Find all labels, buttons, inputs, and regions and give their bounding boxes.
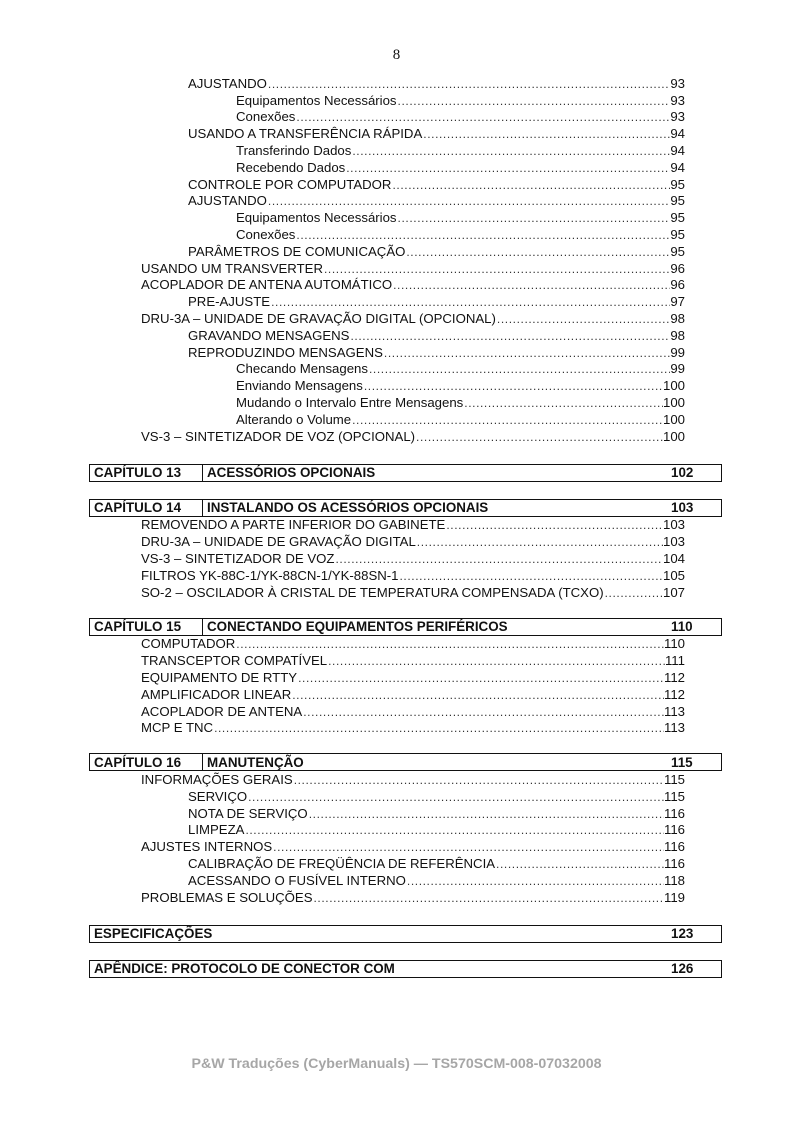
dot-leader [327, 653, 665, 669]
toc-entry-page: 100 [662, 411, 685, 427]
toc-entry-page: 95 [670, 176, 685, 192]
toc-entry[interactable] [0, 293, 685, 310]
chapter-title: MANUTENÇÃO [207, 754, 304, 770]
toc-entry-page: 93 [670, 75, 685, 91]
toc-entry[interactable] [0, 533, 685, 550]
dot-leader [495, 856, 664, 872]
toc-entry-page: 112 [663, 669, 685, 685]
toc-entry[interactable] [0, 703, 685, 720]
chapter-page: 110 [671, 619, 693, 635]
toc-entry-title: Equipamentos Necessários [236, 210, 397, 226]
section-title: APÊNDICE: PROTOCOLO DE CONECTOR COM [94, 961, 395, 977]
toc-entry[interactable] [0, 428, 685, 445]
toc-entry-page: 115 [663, 772, 685, 788]
toc-entry[interactable] [0, 838, 685, 855]
toc-entry-title: ACESSANDO O FUSÍVEL INTERNO [188, 872, 406, 888]
toc-entry-title: Transferindo Dados [236, 142, 352, 158]
toc-entry-title: LIMPEZA [188, 822, 245, 838]
toc-entry-title: REMOVENDO A PARTE INFERIOR DO GABINETE [141, 517, 446, 533]
dot-leader [351, 412, 663, 428]
chapter-page: 102 [671, 465, 694, 481]
toc-entry-title: NOTA DE SERVIÇO [188, 805, 308, 821]
section-page: 126 [671, 961, 694, 977]
toc-entry[interactable] [0, 344, 685, 361]
dot-leader [368, 361, 670, 377]
spacer [0, 601, 793, 618]
toc-entry[interactable] [0, 310, 685, 327]
toc-entry-title: Alterando o Volume [236, 411, 352, 427]
toc-entry-page: 96 [670, 260, 685, 276]
toc-entry[interactable] [0, 159, 685, 176]
spacer [0, 445, 793, 464]
toc-entry-title: Equipamentos Necessários [236, 92, 397, 108]
toc-entry-page: 103 [662, 517, 685, 533]
dot-leader [415, 429, 663, 445]
toc-entry[interactable] [0, 327, 685, 344]
dot-leader [463, 395, 663, 411]
toc-entry-title: GRAVANDO MENSAGENS [188, 327, 350, 343]
toc-entry-title: Mudando o Intervalo Entre Mensagens [236, 394, 464, 410]
toc-entry-title: USANDO A TRANSFERÊNCIA RÁPIDA [188, 126, 423, 142]
toc-entry[interactable] [0, 550, 685, 567]
chapter-page: 115 [671, 754, 693, 770]
toc-entry-page: 105 [662, 567, 685, 583]
toc-entry[interactable] [0, 260, 685, 277]
dot-leader [308, 806, 664, 822]
dot-leader [405, 244, 670, 260]
dot-leader [244, 822, 664, 838]
dot-leader [391, 177, 670, 193]
dot-leader [295, 109, 670, 125]
dot-leader [345, 160, 670, 176]
toc-entry-title: Conexões [236, 109, 296, 125]
toc-entry-title: SO-2 – OSCILADOR À CRISTAL DE TEMPERATURA COMPENSADA (TCXO) [141, 584, 604, 600]
dot-leader [351, 143, 670, 159]
toc-entry-page: 111 [664, 653, 685, 669]
dot-leader [313, 890, 664, 906]
toc-entry-page: 119 [663, 889, 685, 905]
chapter-page: 103 [671, 500, 694, 516]
toc-entry-page: 115 [663, 788, 685, 804]
toc-entry[interactable] [0, 636, 685, 653]
dot-leader [398, 568, 663, 584]
toc-entry-title: EQUIPAMENTO DE RTTY [141, 669, 298, 685]
toc-entry-title: PROBLEMAS E SOLUÇÕES [141, 889, 313, 905]
dot-leader [291, 687, 664, 703]
dot-leader [416, 534, 663, 550]
toc-entry[interactable] [0, 567, 685, 584]
toc-entry[interactable] [0, 226, 685, 243]
toc-entry[interactable] [0, 142, 685, 159]
toc-entry-title: FILTROS YK-88C-1/YK-88CN-1/YK-88SN-1 [141, 567, 399, 583]
toc-entry-page: 113 [663, 720, 685, 736]
toc-entry-title: VS-3 – SINTETIZADOR DE VOZ (OPCIONAL) [141, 428, 416, 444]
chapter-heading[interactable] [89, 464, 722, 482]
toc-entry-page: 96 [670, 277, 685, 293]
section-page: 123 [671, 926, 694, 942]
toc-entry[interactable] [0, 92, 685, 109]
toc-entry-page: 95 [670, 210, 685, 226]
toc-entry[interactable] [0, 720, 685, 737]
toc-entry-page: 100 [662, 428, 685, 444]
dot-leader [270, 294, 670, 310]
toc-entry[interactable] [0, 394, 685, 411]
chapter-label: CAPÍTULO 16 [90, 754, 203, 770]
toc-entry-title: SERVIÇO [188, 788, 248, 804]
toc-entry-page: 118 [663, 872, 685, 888]
dot-leader [293, 772, 664, 788]
toc-entry-title: USANDO UM TRANSVERTER [141, 260, 323, 276]
toc-entry-page: 97 [670, 294, 685, 310]
spacer [0, 482, 793, 499]
spacer [0, 906, 793, 925]
dot-leader [392, 277, 670, 293]
page-number: 8 [392, 47, 401, 63]
toc-entry[interactable] [0, 889, 685, 906]
chapter-heading[interactable] [89, 499, 722, 517]
toc-entry[interactable] [0, 872, 685, 889]
toc-entry-page: 103 [662, 534, 685, 550]
toc-entry-title: TRANSCEPTOR COMPATÍVEL [141, 653, 328, 669]
dot-leader [406, 873, 664, 889]
toc-entry-page: 95 [670, 226, 685, 242]
toc-entry-title: COMPUTADOR [141, 636, 236, 652]
toc-entry-page: 113 [663, 703, 685, 719]
dot-leader [349, 328, 670, 344]
toc-entry-title: Checando Mensagens [236, 361, 368, 377]
toc-entry-title: AJUSTANDO [188, 193, 267, 209]
section-title: ESPECIFICAÇÕES [94, 926, 213, 942]
dot-leader [272, 839, 664, 855]
toc-entry[interactable] [0, 243, 685, 260]
toc-entry-page: 100 [662, 394, 685, 410]
toc-entry-title: Conexões [236, 226, 296, 242]
chapter-heading[interactable] [89, 753, 722, 771]
toc-entry-page: 94 [670, 159, 685, 175]
toc-entry-title: MCP E TNC [141, 720, 214, 736]
dot-leader [397, 93, 671, 109]
spacer [0, 943, 793, 960]
dot-leader [323, 261, 670, 277]
chapter-label: CAPÍTULO 15 [90, 619, 203, 635]
toc-entry[interactable] [0, 855, 685, 872]
dot-leader [213, 720, 664, 736]
toc-entry-page: 99 [670, 344, 685, 360]
toc-entry-title: ACOPLADOR DE ANTENA AUTOMÁTICO [141, 277, 393, 293]
section-heading[interactable] [89, 925, 722, 943]
chapter-label: CAPÍTULO 14 [90, 500, 203, 516]
dot-leader [363, 378, 663, 394]
toc-entry[interactable] [0, 361, 685, 378]
dot-leader [267, 76, 670, 92]
toc-entry-title: DRU-3A – UNIDADE DE GRAVAÇÃO DIGITAL [141, 534, 416, 550]
toc-entry-page: 95 [670, 193, 685, 209]
toc-entry-page: 110 [663, 636, 685, 652]
toc-entry[interactable] [0, 377, 685, 394]
dot-leader [235, 636, 664, 652]
chapter-title: INSTALANDO OS ACESSÓRIOS OPCIONAIS [207, 500, 489, 516]
footer: P&W Traduções (CyberManuals) — TS570SCM-008-07032008 [191, 1056, 602, 1072]
toc-entry-page: 93 [670, 109, 685, 125]
dot-leader [334, 551, 663, 567]
dot-leader [267, 193, 670, 209]
toc-entry-page: 116 [663, 839, 685, 855]
dot-leader [383, 345, 670, 361]
toc-entry[interactable] [0, 277, 685, 294]
toc-entry-title: AJUSTES INTERNOS [141, 839, 273, 855]
toc-entry-title: AJUSTANDO [188, 75, 267, 91]
toc-entry[interactable] [0, 584, 685, 601]
toc-entry[interactable] [0, 771, 685, 788]
toc-entry[interactable] [0, 209, 685, 226]
toc-entry[interactable] [0, 805, 685, 822]
toc-entry[interactable] [0, 686, 685, 703]
chapter-title: CONECTANDO EQUIPAMENTOS PERIFÉRICOS [207, 619, 508, 635]
toc-entry[interactable] [0, 75, 685, 92]
chapter-label: CAPÍTULO 13 [90, 465, 203, 481]
toc-entry-title: PARÂMETROS DE COMUNICAÇÃO [188, 243, 406, 259]
toc-entry-page: 94 [670, 142, 685, 158]
toc-entry[interactable] [0, 652, 685, 669]
toc-entry-page: 112 [663, 686, 685, 702]
toc-entry[interactable] [0, 125, 685, 142]
toc-entry-page: 116 [663, 822, 685, 838]
toc-entry-page: 107 [662, 584, 685, 600]
toc-entry-page: 100 [662, 378, 685, 394]
dot-leader [496, 311, 670, 327]
table-of-contents [0, 75, 793, 978]
toc-entry-page: 116 [663, 856, 685, 872]
toc-entry-title: Recebendo Dados [236, 159, 346, 175]
toc-entry-title: DRU-3A – UNIDADE DE GRAVAÇÃO DIGITAL (OPCIONAL) [141, 310, 496, 326]
toc-entry[interactable] [0, 109, 685, 126]
toc-entry-page: 116 [663, 805, 685, 821]
dot-leader [604, 585, 663, 601]
chapter-title: ACESSÓRIOS OPCIONAIS [207, 465, 376, 481]
toc-entry-page: 98 [670, 327, 685, 343]
toc-entry-page: 95 [670, 243, 685, 259]
toc-entry[interactable] [0, 193, 685, 210]
toc-entry-page: 104 [662, 550, 685, 566]
section-heading[interactable] [89, 960, 722, 978]
dot-leader [295, 227, 670, 243]
toc-entry-title: CALIBRAÇÃO DE FREQÜÊNCIA DE REFERÊNCIA [188, 856, 496, 872]
toc-entry-title: VS-3 – SINTETIZADOR DE VOZ [141, 550, 335, 566]
dot-leader [445, 517, 663, 533]
toc-entry-title: CONTROLE POR COMPUTADOR [188, 176, 392, 192]
toc-entry-title: INFORMAÇÕES GERAIS [141, 772, 293, 788]
dot-leader [247, 789, 664, 805]
toc-entry-title: ACOPLADOR DE ANTENA [141, 703, 303, 719]
toc-entry-title: Enviando Mensagens [236, 378, 363, 394]
dot-leader [422, 126, 670, 142]
toc-entry[interactable] [0, 176, 685, 193]
dot-leader [397, 210, 671, 226]
toc-entry-title: REPRODUZINDO MENSAGENS [188, 344, 383, 360]
toc-entry-page: 93 [670, 92, 685, 108]
toc-entry-title: PRE-AJUSTE [188, 294, 271, 310]
toc-entry[interactable] [0, 669, 685, 686]
toc-entry[interactable] [0, 822, 685, 839]
toc-entry[interactable] [0, 517, 685, 534]
toc-entry-title: AMPLIFICADOR LINEAR [141, 686, 292, 702]
toc-entry-page: 98 [670, 310, 685, 326]
dot-leader [297, 670, 664, 686]
dot-leader [302, 704, 664, 720]
chapter-heading[interactable] [89, 618, 722, 636]
toc-entry[interactable] [0, 788, 685, 805]
toc-entry-page: 99 [670, 361, 685, 377]
toc-entry[interactable] [0, 411, 685, 428]
toc-entry-page: 94 [670, 126, 685, 142]
spacer [0, 736, 793, 753]
